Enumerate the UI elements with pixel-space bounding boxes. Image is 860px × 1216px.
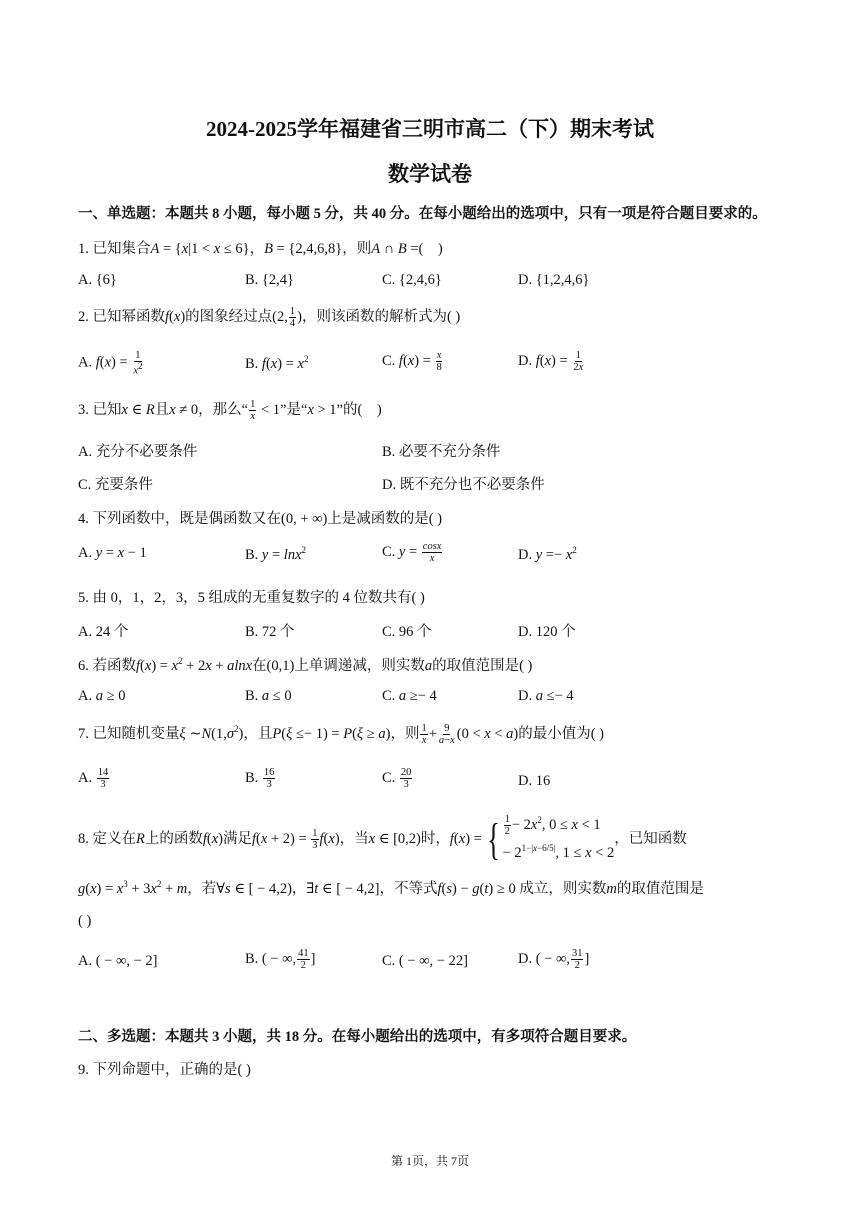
q4-option-d[interactable]: D. $y =- x^2$ <box>518 545 577 563</box>
question-5: 5. 由 0，1，2，3，5 组成的无重复数字的 4 位数共有( ) <box>78 590 425 606</box>
q4-option-b[interactable]: B. y = lnx$^2$ <box>245 545 307 563</box>
q1-option-c[interactable]: C. {2,4,6} <box>382 272 442 288</box>
q7-option-c[interactable]: C. $\frac{20}{3}$ <box>382 767 412 791</box>
q6-option-a[interactable]: A. a ≥ 0 <box>78 688 126 704</box>
q2-option-a[interactable]: A. f(x) = $\frac{1}{x^2}$ <box>78 350 143 377</box>
q6-option-c[interactable]: C. a ≥− 4 <box>382 688 437 704</box>
page-footer: 第 1页，共 7页 <box>390 1154 469 1168</box>
q3-option-a[interactable]: A. 充分不必要条件 <box>78 444 198 460</box>
q1-option-d[interactable]: D. {1,2,4,6} <box>518 272 590 288</box>
question-7: 7. 已知随机变量ξ $\sim N(1,\sigma^2)$，且P(ξ ≤− 1) = P(ξ ≥ a)，则 $\frac{1}{x}$ + $\frac{9}{a-x}$ (0 < x < a)的最小值为( ) <box>78 723 605 747</box>
exam-title: 2024-2025学年福建省三明市高二（下）期末考试 <box>206 117 654 141</box>
q7-option-a[interactable]: A. $\frac{14}{3}$ <box>78 767 109 791</box>
q7-option-d[interactable]: D. 16 <box>518 773 551 789</box>
question-9: 9. 下列命题中，正确的是( ) <box>78 1062 251 1078</box>
question-1: 1. 已知集合A = {x|1 < x ≤ 6}，B = {2,4,6,8}，则A ∩ B =( ) <box>78 241 443 257</box>
question-4: 4. 下列函数中，既是偶函数又在(0, + ∞)上是减函数的是( ) <box>78 511 443 527</box>
q3-option-c[interactable]: C. 充要条件 <box>78 477 153 493</box>
section-1-heading: 一、单选题：本题共 8 小题，每小题 5 分，共 40 分。在每小题给出的选项中，只有一项是符合题目要求的。 <box>78 206 767 222</box>
q8-option-a[interactable]: A. ( − ∞, − 2] <box>78 953 158 969</box>
q2-option-b[interactable]: B. $f(x) = x^2$ <box>245 354 309 372</box>
q3-option-d[interactable]: D. 既不充分也不必要条件 <box>382 477 545 493</box>
q5-option-d[interactable]: D. 120 个 <box>518 624 576 640</box>
q1-option-b[interactable]: B. {2,4} <box>245 272 294 288</box>
exam-subtitle: 数学试卷 <box>388 162 472 186</box>
question-8-line-3: ( ) <box>78 913 92 929</box>
q6-option-d[interactable]: D. a ≤− 4 <box>518 688 574 704</box>
q8-option-b[interactable]: B. ( − ∞, $\frac{41}{2}$ ] <box>245 948 316 972</box>
q3-option-b[interactable]: B. 必要不充分条件 <box>382 444 501 460</box>
q2-option-d[interactable]: D. f(x) = $\frac{1}{2x}$ <box>518 350 584 374</box>
q4-option-c[interactable]: C. y = $\frac{\cos x}{x}$ <box>382 541 442 565</box>
q7-option-b[interactable]: B. $\frac{16}{3}$ <box>245 767 275 791</box>
q8-option-c[interactable]: C. ( − ∞, − 22] <box>382 953 468 969</box>
question-8-line-1: 8. 定义在R上的函数f(x)满足f(x + 2) = $\frac{1}{3}$ f(x)，当x ∈ [0,2)时，f(x) = { $\frac{1}{2}$ − $2x^2$, 0 ≤ x < 1 − $2^{1-|x-6/5|}$, 1 ≤ x < 2 ，已知函数 <box>78 814 687 864</box>
question-3: 3. 已知x ∈ R且x ≠ 0，那么“ $\frac{1}{x}$ < 1”是“x > 1”的( ) <box>78 399 382 423</box>
q8-option-d[interactable]: D. ( − ∞, $\frac{31}{2}$ ] <box>518 948 590 972</box>
q5-option-c[interactable]: C. 96 个 <box>382 624 432 640</box>
question-2: 2. 已知幂函数f(x)的图象经过点(2, $\frac{1}{4}$ )，则该函数的解析式为( ) <box>78 306 461 330</box>
question-8-line-2: $g(x) = x^3 + 3x^2 + m$，若∀s ∈ [ − 4,2)，∃t ∈ [ − 4,2]，不等式f(s) − g(t) ≥ 0 成立，则实数m的取值范围是 <box>78 879 704 897</box>
q6-option-b[interactable]: B. a ≤ 0 <box>245 688 292 704</box>
q5-option-b[interactable]: B. 72 个 <box>245 624 295 640</box>
q5-option-a[interactable]: A. 24 个 <box>78 624 129 640</box>
q4-option-a[interactable]: A. y = x − 1 <box>78 545 147 561</box>
question-6: 6. 若函数$f(x) = x^2 + 2x + alnx$在(0,1)上单调递减，则实数a的取值范围是( ) <box>78 656 533 674</box>
section-2-heading: 二、多选题：本题共 3 小题，共 18 分。在每小题给出的选项中，有多项符合题目要求。 <box>78 1029 637 1045</box>
q1-option-a[interactable]: A. {6} <box>78 272 117 288</box>
q2-option-c[interactable]: C. f(x) = $\frac{x}{8}$ <box>382 350 442 374</box>
